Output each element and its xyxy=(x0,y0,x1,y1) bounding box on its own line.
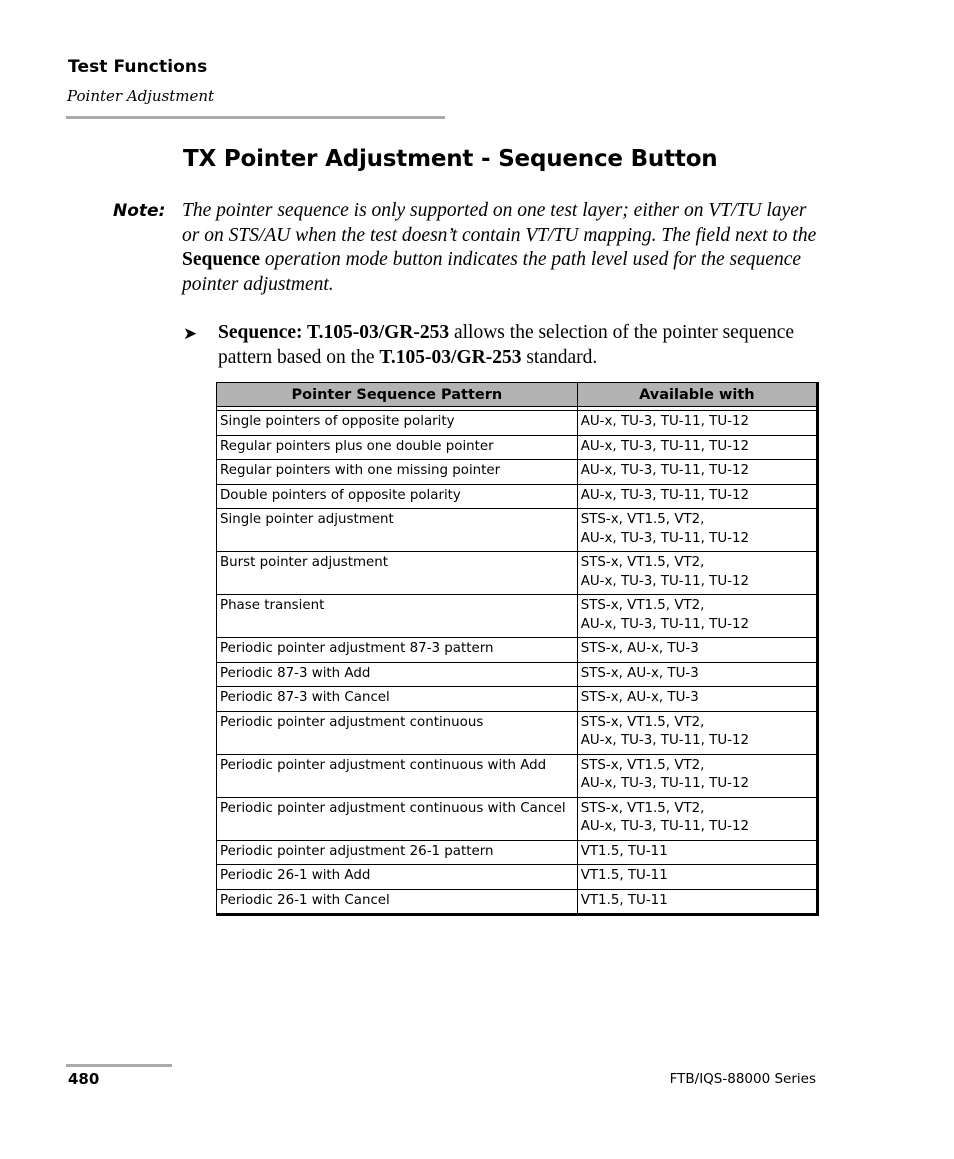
table-row xyxy=(217,662,818,687)
pattern-cell: Burst pointer adjustment xyxy=(217,552,578,595)
footer-rule xyxy=(66,1064,172,1067)
available-cell: STS-x, VT1.5, VT2, AU-x, TU-3, TU-11, TU-12 xyxy=(577,711,817,754)
header-pattern: Pointer Sequence Pattern xyxy=(217,383,578,407)
pattern-cell: Periodic pointer adjustment continuous with Add xyxy=(217,754,578,797)
available-cell: STS-x, AU-x, TU-3 xyxy=(577,662,817,687)
table-row xyxy=(217,509,818,552)
table-row xyxy=(217,638,818,663)
bullet-bold-1: Sequence: T.105-03/GR-253 xyxy=(218,322,450,343)
arrow-bullet-icon: ➤ xyxy=(183,324,198,344)
bullet-text-2: standard. xyxy=(521,346,598,368)
page-number: 480 xyxy=(68,1070,100,1088)
running-header-subtitle: Pointer Adjustment xyxy=(67,87,215,105)
table-row xyxy=(217,865,818,890)
table-row xyxy=(217,840,818,865)
available-cell: STS-x, VT1.5, VT2, AU-x, TU-3, TU-11, TU-12 xyxy=(577,754,817,797)
pattern-cell: Periodic pointer adjustment 87-3 pattern xyxy=(217,638,578,663)
table-row xyxy=(217,687,818,712)
available-cell: VT1.5, TU-11 xyxy=(577,865,817,890)
available-cell: AU-x, TU-3, TU-11, TU-12 xyxy=(577,460,817,485)
pattern-cell: Regular pointers with one missing pointer xyxy=(217,460,578,485)
table-row xyxy=(217,484,818,509)
table-row xyxy=(217,460,818,485)
available-cell: STS-x, VT1.5, VT2, AU-x, TU-3, TU-11, TU-12 xyxy=(577,595,817,638)
note-text-part-1: The pointer sequence is only supported on one test layer; either on VT/TU layer or on STS/AU when the test doesn’t contain VT/TU mapping. The field next to the xyxy=(182,200,817,246)
pattern-cell: Double pointers of opposite polarity xyxy=(217,484,578,509)
bullet-paragraph xyxy=(218,321,798,370)
pattern-cell: Regular pointers plus one double pointer xyxy=(217,435,578,460)
section-title: TX Pointer Adjustment - Sequence Button xyxy=(183,146,718,172)
available-cell: AU-x, TU-3, TU-11, TU-12 xyxy=(577,484,817,509)
table-row xyxy=(217,889,818,915)
note-text-part-2: operation mode button indicates the path level used for the sequence pointer adjustment. xyxy=(182,249,802,295)
running-header-title: Test Functions xyxy=(68,57,208,77)
header-available: Available with xyxy=(577,383,817,407)
available-cell: AU-x, TU-3, TU-11, TU-12 xyxy=(577,411,817,436)
available-cell: STS-x, VT1.5, VT2, AU-x, TU-3, TU-11, TU-12 xyxy=(577,552,817,595)
header-rule xyxy=(66,116,445,119)
pattern-cell: Periodic 87-3 with Add xyxy=(217,662,578,687)
pattern-cell: Single pointer adjustment xyxy=(217,509,578,552)
pattern-cell: Phase transient xyxy=(217,595,578,638)
pattern-cell: Periodic 87-3 with Cancel xyxy=(217,687,578,712)
pattern-cell: Periodic 26-1 with Add xyxy=(217,865,578,890)
pattern-cell: Periodic pointer adjustment continuous with Cancel xyxy=(217,797,578,840)
table-row xyxy=(217,552,818,595)
pattern-cell: Periodic 26-1 with Cancel xyxy=(217,889,578,915)
available-cell: VT1.5, TU-11 xyxy=(577,840,817,865)
table-row xyxy=(217,595,818,638)
table-row xyxy=(217,797,818,840)
table-row xyxy=(217,711,818,754)
available-cell: STS-x, AU-x, TU-3 xyxy=(577,687,817,712)
available-cell: STS-x, VT1.5, VT2, AU-x, TU-3, TU-11, TU-12 xyxy=(577,509,817,552)
table-row xyxy=(217,754,818,797)
available-cell: AU-x, TU-3, TU-11, TU-12 xyxy=(577,435,817,460)
table-body xyxy=(217,407,818,915)
pattern-cell: Single pointers of opposite polarity xyxy=(217,411,578,436)
bullet-bold-2: T.105-03/GR-253 xyxy=(379,346,522,368)
note-text xyxy=(182,199,822,297)
table-row xyxy=(217,411,818,436)
pattern-cell: Periodic pointer adjustment continuous xyxy=(217,711,578,754)
document-series: FTB/IQS-88000 Series xyxy=(669,1071,816,1087)
bullet-text-1: allows the selection of the pointer sequence pattern based on the xyxy=(218,322,795,368)
available-cell: STS-x, AU-x, TU-3 xyxy=(577,638,817,663)
pattern-cell: Periodic pointer adjustment 26-1 pattern xyxy=(217,840,578,865)
available-cell: VT1.5, TU-11 xyxy=(577,889,817,915)
note-label: Note: xyxy=(113,201,166,221)
available-cell: STS-x, VT1.5, VT2, AU-x, TU-3, TU-11, TU-12 xyxy=(577,797,817,840)
table-row xyxy=(217,435,818,460)
table-header-row xyxy=(217,383,818,407)
pointer-sequence-table xyxy=(216,382,819,916)
note-text-bold: Sequence xyxy=(182,249,260,271)
